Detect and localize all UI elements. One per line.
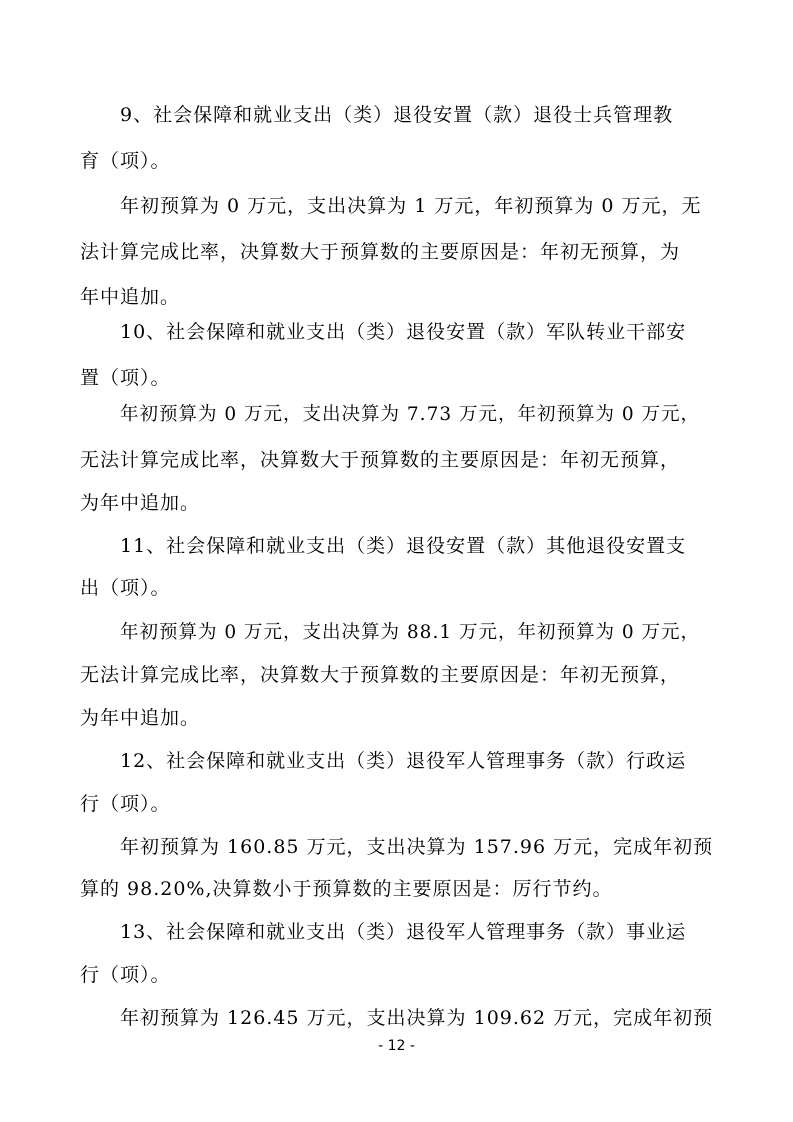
paragraph-line: 12、社会保障和就业支出（类）退役军人管理事务（款）行政运	[120, 750, 687, 772]
paragraph-line: 置（项）。	[80, 367, 171, 389]
paragraph-line: 为年中追加。	[80, 492, 201, 514]
paragraph-line: 为年中追加。	[80, 707, 201, 729]
paragraph-line: 算的 98.20%,决算数小于预算数的主要原因是：厉行节约。	[80, 878, 613, 900]
paragraph-line: 年初预算为 0 万元，支出决算为 88.1 万元，年初预算为 0 万元，	[120, 622, 701, 643]
paragraph-line: 年初预算为 0 万元，支出决算为 7.73 万元，年初预算为 0 万元，	[120, 404, 701, 425]
paragraph-line: 年初预算为 0 万元，支出决算为 1 万元，年初预算为 0 万元，无	[120, 195, 702, 217]
paragraph-line: 11、社会保障和就业支出（类）退役安置（款）其他退役安置支	[120, 535, 687, 557]
page-number: - 12 -	[378, 1038, 415, 1054]
paragraph-line: 年初预算为 126.45 万元，支出决算为 109.62 万元，完成年初预	[120, 1007, 714, 1029]
paragraph-line: 行（项）。	[80, 964, 171, 986]
paragraph-line: 行（项）。	[80, 793, 171, 815]
paragraph-line: 法计算完成比率，决算数大于预算数的主要原因是：年初无预算，为	[80, 241, 681, 263]
paragraph-line: 10、社会保障和就业支出（类）退役安置（款）军队转业干部安	[120, 321, 687, 343]
paragraph-line: 13、社会保障和就业支出（类）退役军人管理事务（款）事业运	[120, 921, 687, 943]
paragraph-line: 出（项）。	[80, 577, 171, 599]
paragraph-line: 9、社会保障和就业支出（类）退役安置（款）退役士兵管理教	[120, 104, 674, 126]
paragraph-line: 年中追加。	[80, 286, 181, 308]
paragraph-line: 无法计算完成比率，决算数大于预算数的主要原因是：年初无预算，	[80, 449, 681, 471]
paragraph-line: 无法计算完成比率，决算数大于预算数的主要原因是：年初无预算，	[80, 664, 681, 686]
paragraph-line: 育（项）。	[80, 150, 171, 172]
paragraph-line: 年初预算为 160.85 万元，支出决算为 157.96 万元，完成年初预	[120, 836, 714, 858]
